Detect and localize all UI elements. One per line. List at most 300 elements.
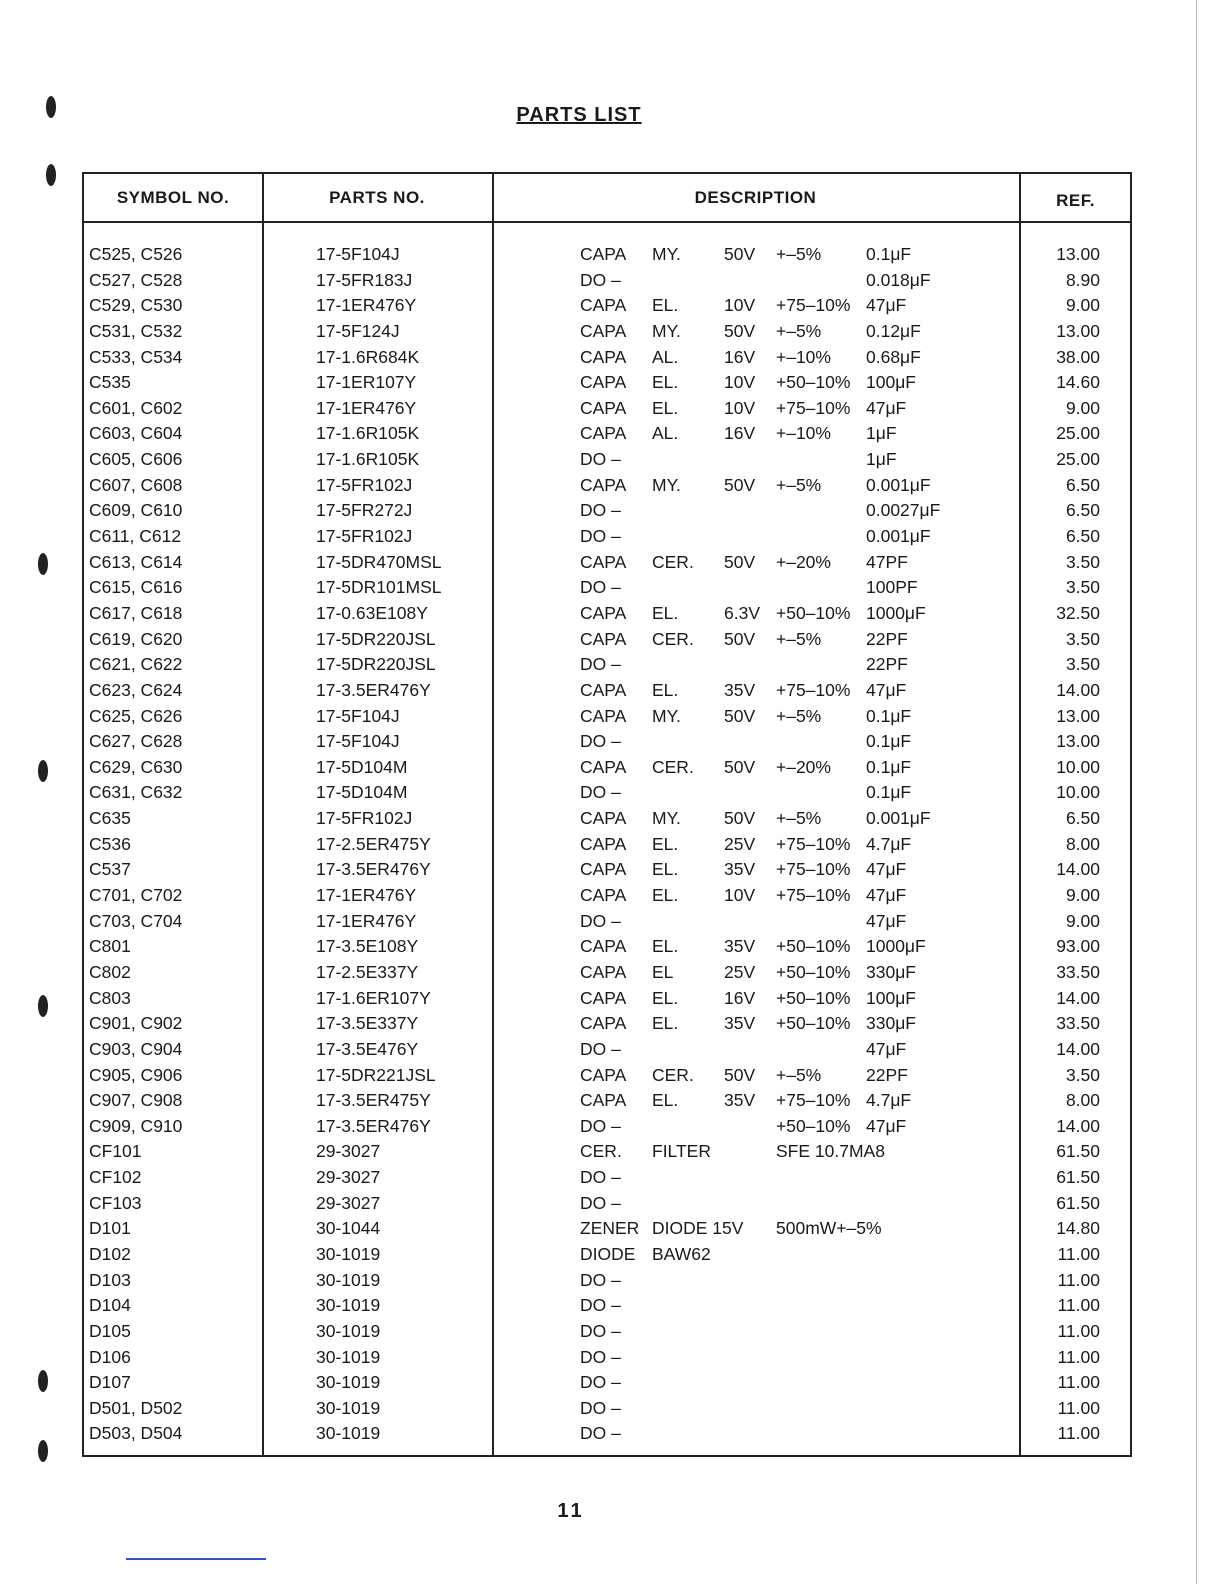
table-row [84,911,1130,937]
desc-kind-cell: EL. [652,833,679,854]
desc-value-cell: 0.68μF [866,346,921,367]
table-row [84,629,1130,655]
desc-kind-cell: MY. [652,474,681,495]
ref-cell: 61.50 [1056,1141,1100,1162]
desc-kind-cell: MY. [652,808,681,829]
desc-value-cell: 0.1μF [866,731,912,752]
binder-hole-mark [38,995,48,1017]
parts-cell: 30-1019 [316,1320,381,1341]
desc-tolerance-cell: +75–10% [776,397,851,418]
symbol-cell: CF103 [89,1192,142,1213]
desc-tolerance-cell: +50–10% [776,987,851,1008]
desc-kind-cell: EL. [652,1090,679,1111]
parts-cell: 17-5F104J [316,705,400,726]
parts-cell: 30-1019 [316,1346,381,1367]
desc-type-cell: CAPA [580,628,627,649]
table-row [84,1167,1130,1193]
parts-cell: 17-5FR102J [316,474,413,495]
symbol-cell: D101 [89,1218,131,1239]
parts-cell: 17-3.5E476Y [316,1038,419,1059]
desc-tolerance-cell: +–5% [776,320,822,341]
table-row [84,423,1130,449]
symbol-cell: D105 [89,1320,131,1341]
desc-tolerance-cell: +–20% [776,756,831,777]
symbol-cell: C631, C632 [89,782,183,803]
header-description: DESCRIPTION [694,188,817,207]
desc-kind-cell: AL. [652,346,679,367]
symbol-cell: C617, C618 [89,602,183,623]
symbol-cell: C801 [89,936,131,957]
desc-type-cell: CAPA [580,1013,627,1034]
ref-cell: 3.50 [1065,1064,1100,1085]
table-row [84,1218,1130,1244]
desc-tolerance-cell: +–20% [776,551,831,572]
desc-type-cell: CAPA [580,372,627,393]
desc-value-cell: 100μF [866,372,916,393]
parts-cell: 30-1019 [316,1397,381,1418]
table-row [84,834,1130,860]
table-row [84,1347,1130,1373]
parts-cell: 30-1019 [316,1269,381,1290]
desc-voltage-cell: 50V [724,808,756,829]
desc-type-cell: CAPA [580,833,627,854]
desc-value-cell: 0.1μF [866,244,912,264]
parts-cell: 17-2.5ER475Y [316,833,431,854]
parts-cell: 17-3.5E337Y [316,1013,419,1034]
desc-value-cell: 1000μF [866,936,926,957]
desc-value-cell: 0.001μF [866,474,931,495]
desc-value-cell: 0.001μF [866,526,931,547]
ref-cell: 11.00 [1057,1372,1100,1393]
desc-value-cell: 330μF [866,1013,916,1034]
binder-hole-mark [38,760,48,782]
desc-tolerance-cell: +–5% [776,474,822,495]
symbol-cell: C527, C528 [89,269,183,290]
desc-kind-cell: EL. [652,372,679,393]
ref-cell: 14.00 [1056,1038,1100,1059]
parts-cell: 29-3027 [316,1167,381,1188]
desc-type-cell: DO – [580,1192,621,1213]
desc-type-cell: CAPA [580,320,627,341]
parts-cell: 17-5D104M [316,782,408,803]
desc-kind-cell: MY. [652,244,681,264]
desc-voltage-cell: 50V [724,628,756,649]
ref-cell: 3.50 [1065,654,1100,675]
ref-cell: 14.60 [1056,372,1100,393]
table-row [84,577,1130,603]
desc-value-cell: 0.12μF [866,320,921,341]
symbol-cell: D103 [89,1269,131,1290]
desc-value-cell: 0.0027μF [866,500,941,521]
desc-kind-cell: EL. [652,1013,679,1034]
parts-cell: 30-1019 [316,1423,381,1444]
ref-cell: 11.00 [1057,1346,1100,1367]
ref-cell: 13.00 [1056,244,1100,264]
desc-type-cell: DO – [580,1397,621,1418]
ref-cell: 14.00 [1056,1115,1100,1136]
ref-cell: 6.50 [1065,474,1100,495]
parts-cell: 17-5DR470MSL [316,551,442,572]
desc-type-cell: DIODE [580,1243,636,1264]
table-row [84,1116,1130,1142]
desc-kind-cell: EL. [652,602,679,623]
desc-tolerance-cell: +50–10% [776,936,851,957]
desc-kind-cell: EL. [652,679,679,700]
desc-tolerance-cell: +75–10% [776,833,851,854]
table-row [84,782,1130,808]
desc-voltage-cell: 6.3V [724,602,760,623]
symbol-cell: C802 [89,961,131,982]
table-row [84,1193,1130,1219]
desc-type-cell: DO – [580,1423,621,1444]
parts-cell: 17-3.5ER475Y [316,1090,431,1111]
desc-voltage-cell: 16V [724,987,756,1008]
desc-value-cell: 0.1μF [866,782,912,803]
table-row [84,1090,1130,1116]
desc-type-cell: CAPA [580,987,627,1008]
desc-value-cell: 47μF [866,885,907,906]
desc-value-cell: 4.7μF [866,833,912,854]
parts-cell: 17-1.6R684K [316,346,420,367]
desc-voltage-cell: 25V [724,961,756,982]
symbol-cell: C625, C626 [89,705,183,726]
desc-tolerance-cell: +50–10% [776,602,851,623]
desc-type-cell: CAPA [580,885,627,906]
ref-cell: 9.00 [1065,295,1100,316]
table-row [84,808,1130,834]
desc-type-cell: DO – [580,1038,621,1059]
table-row [84,859,1130,885]
table-row [84,654,1130,680]
desc-value-cell: 100μF [866,987,916,1008]
parts-cell: 17-3.5ER476Y [316,679,431,700]
desc-value-cell: 330μF [866,961,916,982]
symbol-cell: C611, C612 [89,526,182,547]
parts-cell: 17-1ER476Y [316,397,417,418]
desc-type-cell: DO – [580,1346,621,1367]
desc-type-cell: DO – [580,1295,621,1316]
desc-value-cell: 1μF [866,449,897,470]
parts-cell: 29-3027 [316,1141,381,1162]
desc-type-cell: DO – [580,731,621,752]
desc-value-cell: 22PF [866,654,908,675]
ref-cell: 9.00 [1065,397,1100,418]
symbol-cell: C615, C616 [89,577,183,598]
desc-tolerance-cell: +–10% [776,346,831,367]
symbol-cell: C603, C604 [89,423,183,444]
ref-cell: 13.00 [1056,731,1100,752]
symbol-cell: D102 [89,1243,131,1264]
symbol-cell: C613, C614 [89,551,183,572]
desc-tolerance-cell: +50–10% [776,372,851,393]
desc-kind-cell: CER. [652,551,694,572]
symbol-cell: C601, C602 [89,397,183,418]
parts-cell: 17-5D104M [316,756,408,777]
parts-cell: 30-1019 [316,1295,381,1316]
parts-cell: 17-5FR183J [316,269,413,290]
symbol-cell: C621, C622 [89,654,183,675]
desc-type-cell: DO – [580,449,621,470]
parts-cell: 17-5F104J [316,244,400,264]
desc-voltage-cell: 50V [724,551,756,572]
table-body [84,244,1130,1449]
desc-kind-cell: MY. [652,705,681,726]
symbol-cell: C903, C904 [89,1038,183,1059]
ref-cell: 13.00 [1056,320,1100,341]
desc-kind-cell: EL. [652,859,679,880]
parts-cell: 30-1019 [316,1243,381,1264]
desc-kind-cell: AL. [652,423,679,444]
parts-cell: 17-5DR101MSL [316,577,442,598]
desc-type-cell: CAPA [580,423,627,444]
desc-voltage-cell: 10V [724,372,756,393]
desc-tolerance-cell: +50–10% [776,961,851,982]
desc-voltage-cell: 10V [724,885,756,906]
table-row [84,1270,1130,1296]
desc-tolerance-cell: +–5% [776,1064,822,1085]
table-row [84,1065,1130,1091]
parts-cell: 17-1ER476Y [316,910,417,931]
desc-voltage-cell: 25V [724,833,756,854]
ref-cell: 11.00 [1057,1269,1100,1290]
symbol-cell: D106 [89,1346,131,1367]
desc-voltage-cell: 50V [724,320,756,341]
ref-cell: 3.50 [1065,628,1100,649]
desc-tolerance-cell: +–10% [776,423,831,444]
desc-type-cell: DO – [580,1320,621,1341]
ref-cell: 93.00 [1056,936,1100,957]
desc-type-cell: DO – [580,500,621,521]
desc-tolerance-cell: +75–10% [776,859,851,880]
ref-cell: 3.50 [1065,577,1100,598]
symbol-cell: C531, C532 [89,320,183,341]
symbol-cell: C525, C526 [89,244,183,264]
desc-type-cell: DO – [580,654,621,675]
symbol-cell: C623, C624 [89,679,183,700]
binder-hole-mark [46,164,56,186]
table-row [84,885,1130,911]
desc-type-cell: CAPA [580,397,627,418]
ref-cell: 11.00 [1057,1423,1100,1444]
ref-cell: 10.00 [1056,756,1100,777]
table-row [84,500,1130,526]
bottom-rule [126,1558,266,1560]
desc-value-cell: 22PF [866,628,908,649]
desc-kind-cell: EL. [652,885,679,906]
table-row [84,526,1130,552]
desc-kind-cell: EL. [652,397,679,418]
desc-tolerance-cell: +–5% [776,705,822,726]
ref-cell: 6.50 [1065,500,1100,521]
ref-cell: 33.50 [1056,1013,1100,1034]
table-row [84,270,1130,296]
symbol-cell: C629, C630 [89,756,183,777]
ref-cell: 3.50 [1065,551,1100,572]
desc-type-cell: DO – [580,1372,621,1393]
ref-cell: 14.00 [1056,859,1100,880]
symbol-cell: C905, C906 [89,1064,183,1085]
table-row [84,244,1130,270]
parts-cell: 30-1019 [316,1372,381,1393]
desc-voltage-cell: 35V [724,936,756,957]
symbol-cell: C909, C910 [89,1115,183,1136]
table-row [84,1372,1130,1398]
desc-value-cell: 47μF [866,295,907,316]
desc-voltage-cell: 50V [724,1064,756,1085]
ref-cell: 11.00 [1057,1320,1100,1341]
desc-kind-cell: MY. [652,320,681,341]
desc-type-cell: DO – [580,1115,621,1136]
desc-kind-cell: BAW62 [652,1243,711,1264]
desc-type-cell: DO – [580,526,621,547]
desc-voltage-cell: 50V [724,756,756,777]
desc-value-cell: 1μF [866,423,897,444]
ref-cell: 11.00 [1057,1295,1100,1316]
parts-cell: 17-3.5ER476Y [316,859,431,880]
ref-cell: 25.00 [1056,449,1100,470]
ref-cell: 8.00 [1065,1090,1100,1111]
desc-type-cell: CAPA [580,346,627,367]
parts-cell: 17-1.6ER107Y [316,987,431,1008]
desc-type-cell: CAPA [580,756,627,777]
desc-type-cell: CER. [580,1141,622,1162]
binder-hole-mark [38,1370,48,1392]
binder-hole-mark [38,1440,48,1462]
symbol-cell: C607, C608 [89,474,183,495]
desc-type-cell: CAPA [580,808,627,829]
symbol-cell: CF102 [89,1167,142,1188]
table-row [84,936,1130,962]
table-row [84,1244,1130,1270]
symbol-cell: C535 [89,372,131,393]
desc-voltage-cell: 50V [724,705,756,726]
parts-cell: 17-1.6R105K [316,449,420,470]
desc-value-cell: 1000μF [866,602,926,623]
desc-voltage-cell: 50V [724,474,756,495]
ref-cell: 11.00 [1057,1397,1100,1418]
ref-cell: 9.00 [1065,885,1100,906]
ref-cell: 8.00 [1065,833,1100,854]
table-row [84,1141,1130,1167]
symbol-cell: D107 [89,1372,131,1393]
desc-voltage-cell: 50V [724,244,756,264]
symbol-cell: C605, C606 [89,449,183,470]
table-row [84,1295,1130,1321]
desc-value-cell: 0.1μF [866,705,912,726]
desc-value-cell: 0.1μF [866,756,912,777]
desc-voltage-cell: 10V [724,397,756,418]
desc-kind-cell: EL. [652,295,679,316]
table-row [84,1039,1130,1065]
binder-hole-mark [38,553,48,575]
table-row [84,1398,1130,1424]
desc-type-cell: CAPA [580,936,627,957]
desc-value-cell: 100PF [866,577,918,598]
ref-cell: 61.50 [1056,1167,1100,1188]
parts-cell: 17-5DR220JSL [316,628,436,649]
desc-value-cell: 47μF [866,1038,907,1059]
parts-cell: 17-1ER476Y [316,885,417,906]
ref-cell: 14.80 [1056,1218,1100,1239]
desc-value-cell: 0.018μF [866,269,931,290]
table-row [84,552,1130,578]
desc-voltage-cell: 35V [724,1090,756,1111]
desc-type-cell: DO – [580,910,621,931]
desc-voltage-cell: 16V [724,423,756,444]
table-row [84,475,1130,501]
desc-type-cell: CAPA [580,295,627,316]
ref-cell: 32.50 [1056,602,1100,623]
symbol-cell: C537 [89,859,131,880]
desc-tolerance-cell: SFE 10.7MA8 [776,1141,885,1162]
desc-type-cell: DO – [580,782,621,803]
parts-table [82,172,1132,1457]
symbol-cell: C803 [89,987,131,1008]
ref-cell: 11.00 [1057,1243,1100,1264]
ref-cell: 13.00 [1056,705,1100,726]
desc-voltage-cell: 16V [724,346,756,367]
ref-cell: 8.90 [1065,269,1100,290]
desc-kind-cell: EL [652,961,674,982]
table-row [84,603,1130,629]
desc-type-cell: CAPA [580,244,627,264]
desc-tolerance-cell: +50–10% [776,1115,851,1136]
header-divider [84,221,1130,223]
header-parts: PARTS NO. [329,188,425,207]
table-row [84,1423,1130,1449]
desc-type-cell: CAPA [580,551,627,572]
parts-cell: 17-5DR221JSL [316,1064,436,1085]
desc-kind-cell: EL. [652,987,679,1008]
desc-type-cell: CAPA [580,474,627,495]
table-row [84,1321,1130,1347]
table-row [84,347,1130,373]
parts-cell: 30-1044 [316,1218,381,1239]
symbol-cell: C609, C610 [89,500,183,521]
table-row [84,988,1130,1014]
desc-voltage-cell: 35V [724,859,756,880]
parts-cell: 17-5FR272J [316,500,413,521]
desc-tolerance-cell: +50–10% [776,1013,851,1034]
table-row [84,372,1130,398]
desc-value-cell: 47PF [866,551,908,572]
page-number: 11 [557,1500,585,1522]
parts-cell: 17-3.5ER476Y [316,1115,431,1136]
desc-type-cell: DO – [580,1167,621,1188]
parts-cell: 17-1ER107Y [316,372,417,393]
desc-value-cell: 22PF [866,1064,908,1085]
symbol-cell: C529, C530 [89,295,183,316]
desc-kind-cell: EL. [652,936,679,957]
ref-cell: 6.50 [1065,526,1100,547]
desc-type-cell: CAPA [580,602,627,623]
table-row [84,321,1130,347]
desc-tolerance-cell: +75–10% [776,679,851,700]
page-edge-line [1196,0,1197,1584]
desc-value-cell: 4.7μF [866,1090,912,1111]
parts-cell: 17-5DR220JSL [316,654,436,675]
desc-kind-cell: CER. [652,1064,694,1085]
table-row [84,449,1130,475]
desc-tolerance-cell: +75–10% [776,885,851,906]
desc-tolerance-cell: +75–10% [776,295,851,316]
symbol-cell: C901, C902 [89,1013,183,1034]
ref-cell: 33.50 [1056,961,1100,982]
ref-cell: 25.00 [1056,423,1100,444]
desc-tolerance-cell: +–5% [776,628,822,649]
desc-voltage-cell: 10V [724,295,756,316]
desc-kind-cell: CER. [652,628,694,649]
